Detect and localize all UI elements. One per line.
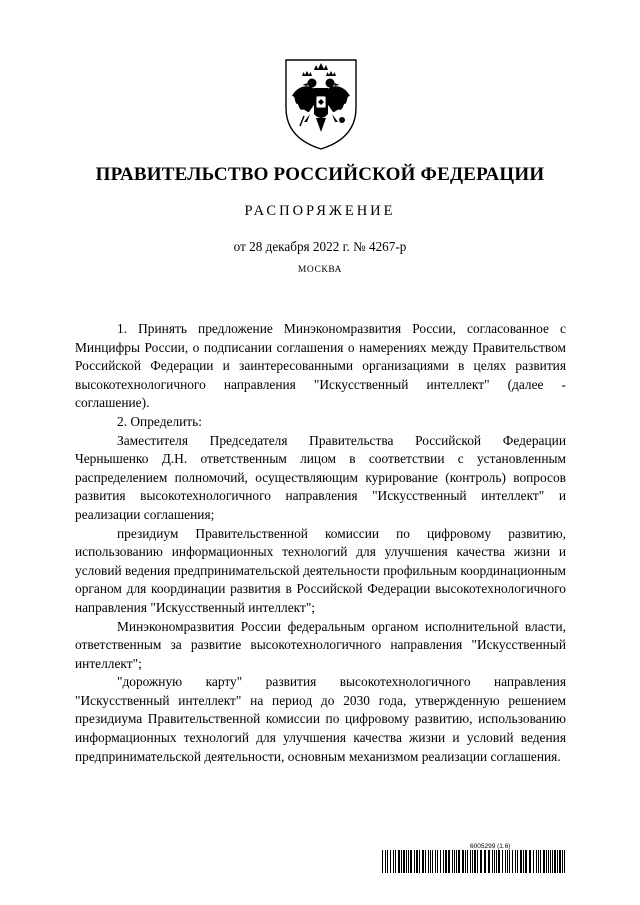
barcode-icon — [382, 850, 566, 873]
document-code: 6005299 (1.6) — [470, 843, 511, 850]
paragraph: "дорожную карту" развития высокотехнологичного направления "Искусственный интеллект" на период до 2030 года, утвержденную решением президиума Правительственной комиссии по цифровому развитию, использованию информационных технологий для улучшения качества жизни и условий ведения предпринимательской деятельности, основным механизмом реализации соглашения. — [75, 674, 566, 764]
government-title: ПРАВИТЕЛЬСТВО РОССИЙСКОЙ ФЕДЕРАЦИИ — [95, 164, 545, 185]
paragraph: 2. Определить: — [117, 413, 202, 429]
document-body — [75, 320, 566, 766]
coat-of-arms-icon — [276, 52, 366, 152]
date-and-number: от 28 декабря 2022 г. № 4267-р — [233, 239, 407, 254]
paragraph: Заместителя Председателя Правительства Российской Федерации Чернышенко Д.Н. ответственным лицом в соответствии с установленным распределением полномочий, осуществляющим курирование (контроль) вопросов развития высокотехнологичного направления "Искусственный интеллект" и реализации соглашения; — [75, 432, 566, 522]
city-name: МОСКВА — [297, 265, 343, 275]
paragraph: 1. Принять предложение Минэкономразвития России, согласованное с Минцифры России, о подписании соглашения о намерениях между Правительством Российской Федерации и заинтересованными организациями в целях развития высокотехнологичного направления "Искусственный интеллект" (далее - соглашение). — [75, 321, 566, 411]
document-type: РАСПОРЯЖЕНИЕ — [244, 203, 396, 219]
paragraph: Минэкономразвития России федеральным органом исполнительной власти, ответственным за развитие высокотехнологичного направления "Искусственный интеллект"; — [75, 618, 566, 671]
paragraph: президиум Правительственной комиссии по цифровому развитию, использованию информационных технологий для улучшения качества жизни и условий ведения предпринимательской деятельности профильным координационным органом для координации развития в Российской Федерации высокотехнологичного направления "Искусственный интеллект"; — [75, 525, 566, 615]
